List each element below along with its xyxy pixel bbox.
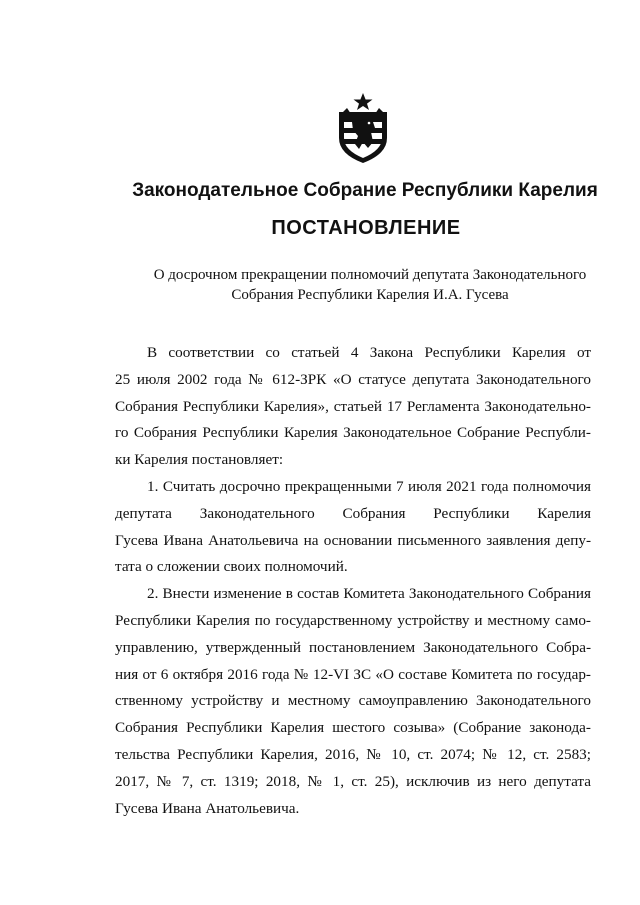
preamble-line: ки Карелия постановляет:: [115, 451, 284, 469]
item2-line: 2017, № 7, ст. 1319; 2018, № 1, ст. 25), исключив из него депутата: [115, 772, 591, 790]
item2-line: тельства Республики Карелия, 2016, № 10, ст. 2074; № 12, ст. 2583;: [115, 745, 591, 763]
item2-line: управлению, утвержденный постановлением Законодательного Собра-: [115, 638, 591, 656]
document-type-heading: ПОСТАНОВЛЕНИЕ: [271, 217, 461, 239]
item2-line: 2. Внести изменение в состав Комитета Законодательного Собрания: [147, 585, 591, 603]
subject-line: Собрания Республики Карелия И.А. Гусева: [231, 287, 509, 303]
item1-line: депутата Законодательного Собрания Республики Карелия: [115, 504, 591, 522]
organization-title: Законодательное Собрание Республики Карелия: [132, 180, 598, 201]
subject-line: О досрочном прекращении полномочий депутата Законодательного: [153, 267, 587, 283]
document-body: [115, 340, 591, 822]
item2-line: Гусева Ивана Анатольевича.: [115, 799, 300, 817]
item2-line: Республики Карелия по государственному устройству и местному само-: [115, 611, 591, 629]
preamble-line: 25 июля 2002 года № 612-ЗРК «О статусе депутата Законодательного: [115, 370, 591, 388]
item2-line: ственному устройству и местному самоуправлению Законодательного: [115, 692, 591, 710]
preamble-line: Собрания Республики Карелия», статьей 17 Регламента Законодательно-: [115, 397, 591, 415]
karelia-coat-of-arms-icon: [333, 92, 393, 164]
item1-line: тата о сложении своих полномочий.: [115, 558, 348, 576]
preamble-line: го Собрания Республики Карелия Законодательное Собрание Республи-: [115, 424, 591, 442]
item1-line: 1. Считать досрочно прекращенными 7 июля 2021 года полномочия: [147, 477, 591, 495]
preamble-line: В соответствии со статьей 4 Закона Республики Карелия от: [147, 344, 591, 361]
item1-line: Гусева Ивана Анатольевича на основании письменного заявления депу-: [115, 531, 591, 549]
document-subject: [110, 265, 630, 305]
item2-line: ния от 6 октября 2016 года № 12-VI ЗС «О составе Комитета по государ-: [115, 665, 591, 683]
item2-line: Собрания Республики Карелия шестого созыва» (Собрание законода-: [115, 719, 591, 737]
